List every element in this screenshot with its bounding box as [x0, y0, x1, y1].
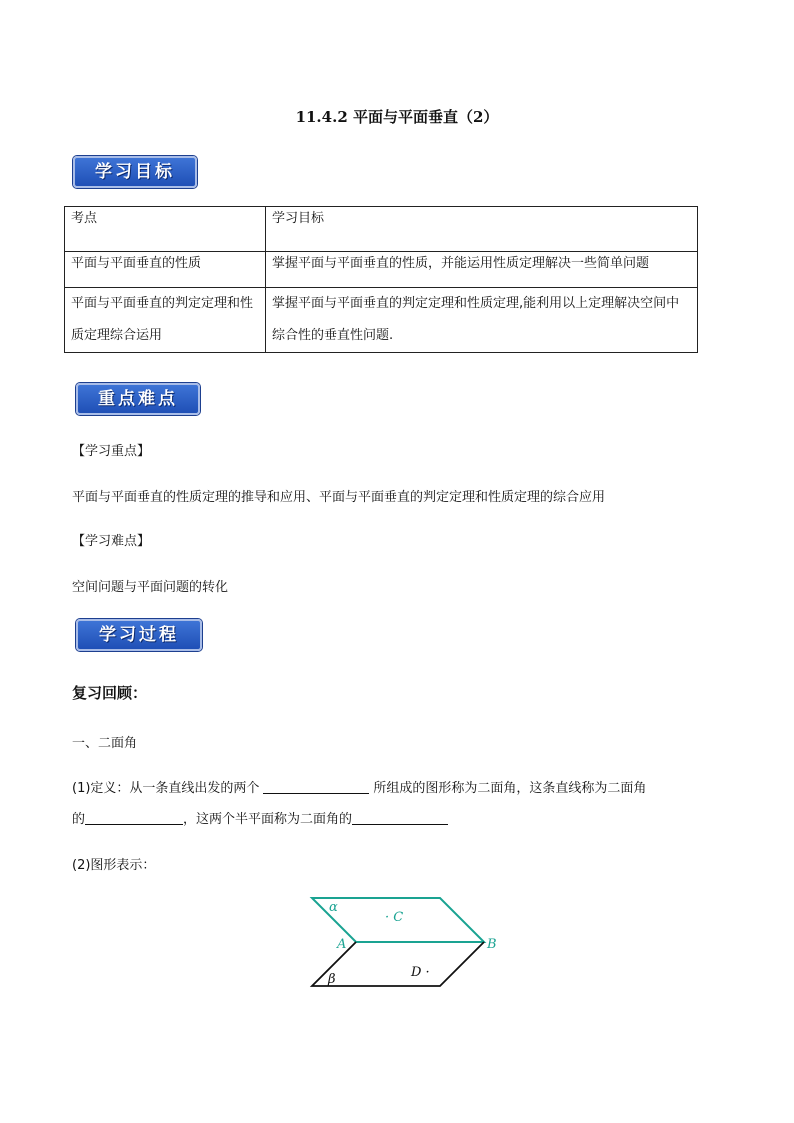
dihedral-heading: 一、二面角	[72, 736, 138, 751]
dihedral-angle-figure	[300, 890, 510, 996]
focus-text: 平面与平面垂直的性质定理的推导和应用、平面与平面垂直的判定定理和性质定理的综合应用	[72, 490, 606, 505]
table-cell: 平面与平面垂直的判定定理和性质定理综合运用	[65, 288, 266, 353]
page-title: 11.4.2 平面与平面垂直（2）	[295, 108, 499, 126]
table-cell: 平面与平面垂直的性质	[65, 252, 266, 288]
section-badge-goals: 学习目标	[73, 156, 197, 188]
fill-blank[interactable]	[263, 780, 369, 794]
point-d-label: D ·	[411, 965, 430, 980]
table-row	[65, 252, 698, 288]
beta-label: β	[328, 972, 336, 987]
table-row	[65, 207, 698, 252]
review-heading: 复习回顾：	[72, 684, 148, 702]
section-badge-key-points: 重点难点	[76, 383, 200, 415]
difficulty-label: 【学习难点】	[72, 534, 151, 549]
definition-line-1	[72, 777, 646, 796]
section-badge-process: 学习过程	[76, 619, 202, 651]
goals-table	[64, 206, 698, 353]
definition-text: ，这两个半平面称为二面角的	[183, 812, 353, 827]
definition-text: (1)定义：从一条直线出发的两个	[72, 781, 260, 796]
table-cell: 掌握平面与平面垂直的性质，并能运用性质定理解决一些简单问题	[266, 252, 698, 288]
definition-text: 所组成的图形称为二面角，这条直线称为二面角	[373, 781, 647, 796]
table-row	[65, 288, 698, 353]
fill-blank[interactable]	[352, 811, 448, 825]
definition-line-2	[72, 808, 448, 827]
figure-label: (2)图形表示：	[72, 858, 156, 873]
alpha-label: α	[329, 900, 338, 915]
fill-blank[interactable]	[85, 811, 183, 825]
point-a-label: A	[337, 937, 347, 952]
focus-label: 【学习重点】	[72, 444, 151, 459]
table-cell: 掌握平面与平面垂直的判定定理和性质定理,能利用以上定理解决空间中综合性的垂直性问题.	[266, 288, 698, 353]
table-header-cell: 考点	[65, 207, 266, 252]
table-header-cell: 学习目标	[266, 207, 698, 252]
point-b-label: B	[487, 937, 497, 952]
definition-text: 的	[72, 812, 86, 827]
point-c-label: · C	[385, 910, 404, 925]
difficulty-text: 空间问题与平面问题的转化	[72, 580, 229, 595]
